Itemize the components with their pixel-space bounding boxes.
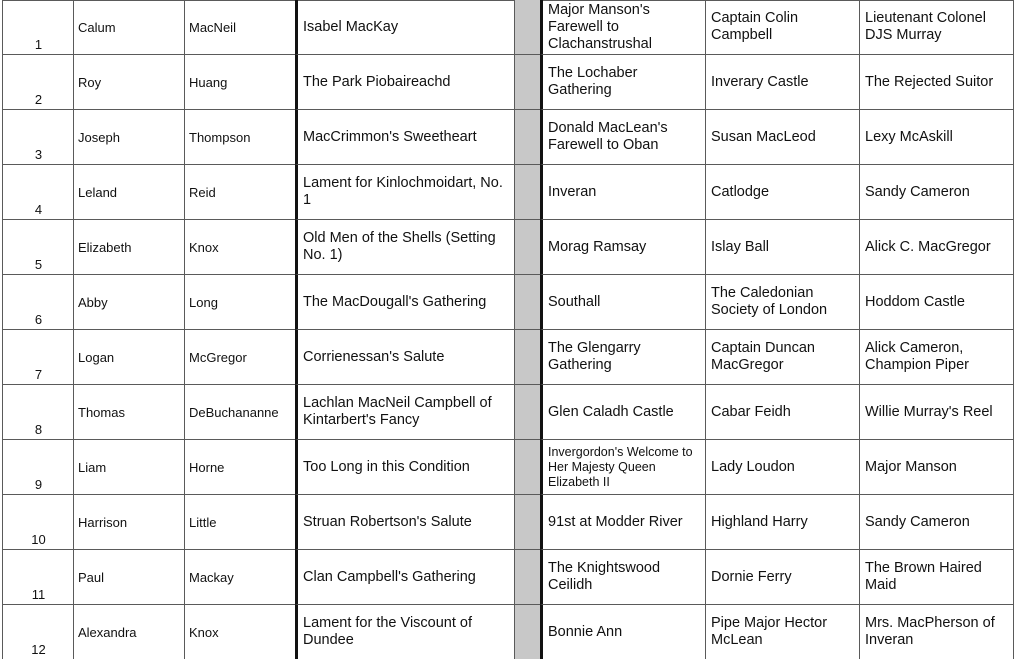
last-name-cell[interactable]: Mackay xyxy=(184,550,295,605)
piobaireachd-cell[interactable]: Isabel MacKay xyxy=(295,0,514,55)
first-name-cell[interactable]: Harrison xyxy=(73,495,184,550)
row-number-cell[interactable]: 12 xyxy=(2,605,74,659)
first-name-cell[interactable]: Abby xyxy=(73,275,184,330)
reel-cell[interactable]: Major Manson xyxy=(859,440,1014,495)
march-cell[interactable]: Major Manson's Farewell to Clachanstrushal xyxy=(540,0,705,55)
reel-cell[interactable]: Mrs. MacPherson of Inveran xyxy=(859,605,1014,659)
piobaireachd-cell[interactable]: Old Men of the Shells (Setting No. 1) xyxy=(295,220,514,275)
piobaireachd-cell[interactable]: Lament for the Viscount of Dundee xyxy=(295,605,514,659)
piobaireachd-cell[interactable]: Lament for Kinlochmoidart, No. 1 xyxy=(295,165,514,220)
first-name-cell[interactable]: Liam xyxy=(73,440,184,495)
last-name-cell[interactable]: Knox xyxy=(184,605,295,659)
strathspey-cell[interactable]: Captain Colin Campbell xyxy=(705,0,859,55)
strathspey-cell[interactable]: Pipe Major Hector McLean xyxy=(705,605,859,659)
piobaireachd-cell[interactable]: MacCrimmon's Sweetheart xyxy=(295,110,514,165)
separator-column xyxy=(514,220,540,275)
first-name-cell[interactable]: Thomas xyxy=(73,385,184,440)
first-name-cell[interactable]: Calum xyxy=(73,0,184,55)
separator-column xyxy=(514,0,540,55)
strathspey-cell[interactable]: Cabar Feidh xyxy=(705,385,859,440)
first-name-cell[interactable]: Roy xyxy=(73,55,184,110)
first-name-cell[interactable]: Elizabeth xyxy=(73,220,184,275)
piobaireachd-cell[interactable]: Clan Campbell's Gathering xyxy=(295,550,514,605)
separator-column xyxy=(514,55,540,110)
separator-column xyxy=(514,495,540,550)
row-number-cell[interactable]: 6 xyxy=(2,275,74,330)
march-cell[interactable]: 91st at Modder River xyxy=(540,495,705,550)
last-name-cell[interactable]: Thompson xyxy=(184,110,295,165)
separator-column xyxy=(514,385,540,440)
first-name-cell[interactable]: Logan xyxy=(73,330,184,385)
first-name-cell[interactable]: Joseph xyxy=(73,110,184,165)
last-name-cell[interactable]: Reid xyxy=(184,165,295,220)
march-cell[interactable]: Glen Caladh Castle xyxy=(540,385,705,440)
strathspey-cell[interactable]: Dornie Ferry xyxy=(705,550,859,605)
row-number-cell[interactable]: 7 xyxy=(2,330,74,385)
march-cell[interactable]: Donald MacLean's Farewell to Oban xyxy=(540,110,705,165)
table-row xyxy=(0,605,1024,659)
first-name-cell[interactable]: Leland xyxy=(73,165,184,220)
table-row xyxy=(0,55,1024,110)
last-name-cell[interactable]: Long xyxy=(184,275,295,330)
strathspey-cell[interactable]: Susan MacLeod xyxy=(705,110,859,165)
reel-cell[interactable]: Sandy Cameron xyxy=(859,165,1014,220)
row-number-cell[interactable]: 3 xyxy=(2,110,74,165)
reel-cell[interactable]: Willie Murray's Reel xyxy=(859,385,1014,440)
strathspey-cell[interactable]: The Caledonian Society of London xyxy=(705,275,859,330)
first-name-cell[interactable]: Paul xyxy=(73,550,184,605)
table-row xyxy=(0,440,1024,495)
separator-column xyxy=(514,440,540,495)
reel-cell[interactable]: Lexy McAskill xyxy=(859,110,1014,165)
table-row xyxy=(0,220,1024,275)
reel-cell[interactable]: Lieutenant Colonel DJS Murray xyxy=(859,0,1014,55)
separator-column xyxy=(514,605,540,659)
row-number-cell[interactable]: 8 xyxy=(2,385,74,440)
row-number-cell[interactable]: 4 xyxy=(2,165,74,220)
last-name-cell[interactable]: McGregor xyxy=(184,330,295,385)
strathspey-cell[interactable]: Highland Harry xyxy=(705,495,859,550)
strathspey-cell[interactable]: Catlodge xyxy=(705,165,859,220)
table-row xyxy=(0,330,1024,385)
table-row xyxy=(0,550,1024,605)
reel-cell[interactable]: Sandy Cameron xyxy=(859,495,1014,550)
strathspey-cell[interactable]: Lady Loudon xyxy=(705,440,859,495)
strathspey-cell[interactable]: Captain Duncan MacGregor xyxy=(705,330,859,385)
row-number-cell[interactable]: 1 xyxy=(2,0,74,55)
last-name-cell[interactable]: Horne xyxy=(184,440,295,495)
table-row xyxy=(0,495,1024,550)
table-row xyxy=(0,275,1024,330)
march-cell[interactable]: Inveran xyxy=(540,165,705,220)
row-number-cell[interactable]: 5 xyxy=(2,220,74,275)
reel-cell[interactable]: Alick Cameron, Champion Piper xyxy=(859,330,1014,385)
reel-cell[interactable]: The Rejected Suitor xyxy=(859,55,1014,110)
piobaireachd-cell[interactable]: Too Long in this Condition xyxy=(295,440,514,495)
march-cell[interactable]: Morag Ramsay xyxy=(540,220,705,275)
march-cell[interactable]: The Glengarry Gathering xyxy=(540,330,705,385)
separator-column xyxy=(514,165,540,220)
first-name-cell[interactable]: Alexandra xyxy=(73,605,184,659)
row-number-cell[interactable]: 2 xyxy=(2,55,74,110)
table-row xyxy=(0,0,1024,55)
strathspey-cell[interactable]: Islay Ball xyxy=(705,220,859,275)
separator-column xyxy=(514,275,540,330)
table-row xyxy=(0,385,1024,440)
separator-column xyxy=(514,550,540,605)
piobaireachd-cell[interactable]: Lachlan MacNeil Campbell of Kintarbert's Fancy xyxy=(295,385,514,440)
piobaireachd-cell[interactable]: Struan Robertson's Salute xyxy=(295,495,514,550)
table-row xyxy=(0,110,1024,165)
separator-column xyxy=(514,330,540,385)
table-row xyxy=(0,165,1024,220)
march-cell[interactable]: Invergordon's Welcome to Her Majesty Queen Elizabeth II xyxy=(540,440,705,495)
last-name-cell[interactable]: Huang xyxy=(184,55,295,110)
march-cell[interactable]: Southall xyxy=(540,275,705,330)
piobaireachd-cell[interactable]: Corrienessan's Salute xyxy=(295,330,514,385)
march-cell[interactable]: The Knightswood Ceilidh xyxy=(540,550,705,605)
reel-cell[interactable]: The Brown Haired Maid xyxy=(859,550,1014,605)
separator-column xyxy=(514,110,540,165)
strathspey-cell[interactable]: Inverary Castle xyxy=(705,55,859,110)
row-number-cell[interactable]: 11 xyxy=(2,550,74,605)
reel-cell[interactable]: Alick C. MacGregor xyxy=(859,220,1014,275)
last-name-cell[interactable]: MacNeil xyxy=(184,0,295,55)
last-name-cell[interactable]: Knox xyxy=(184,220,295,275)
last-name-cell[interactable]: DeBuchananne xyxy=(184,385,295,440)
march-cell[interactable]: Bonnie Ann xyxy=(540,605,705,659)
row-number-cell[interactable]: 9 xyxy=(2,440,74,495)
last-name-cell[interactable]: Little xyxy=(184,495,295,550)
march-cell[interactable]: The Lochaber Gathering xyxy=(540,55,705,110)
reel-cell[interactable]: Hoddom Castle xyxy=(859,275,1014,330)
row-number-cell[interactable]: 10 xyxy=(2,495,74,550)
piobaireachd-cell[interactable]: The MacDougall's Gathering xyxy=(295,275,514,330)
piobaireachd-cell[interactable]: The Park Piobaireachd xyxy=(295,55,514,110)
